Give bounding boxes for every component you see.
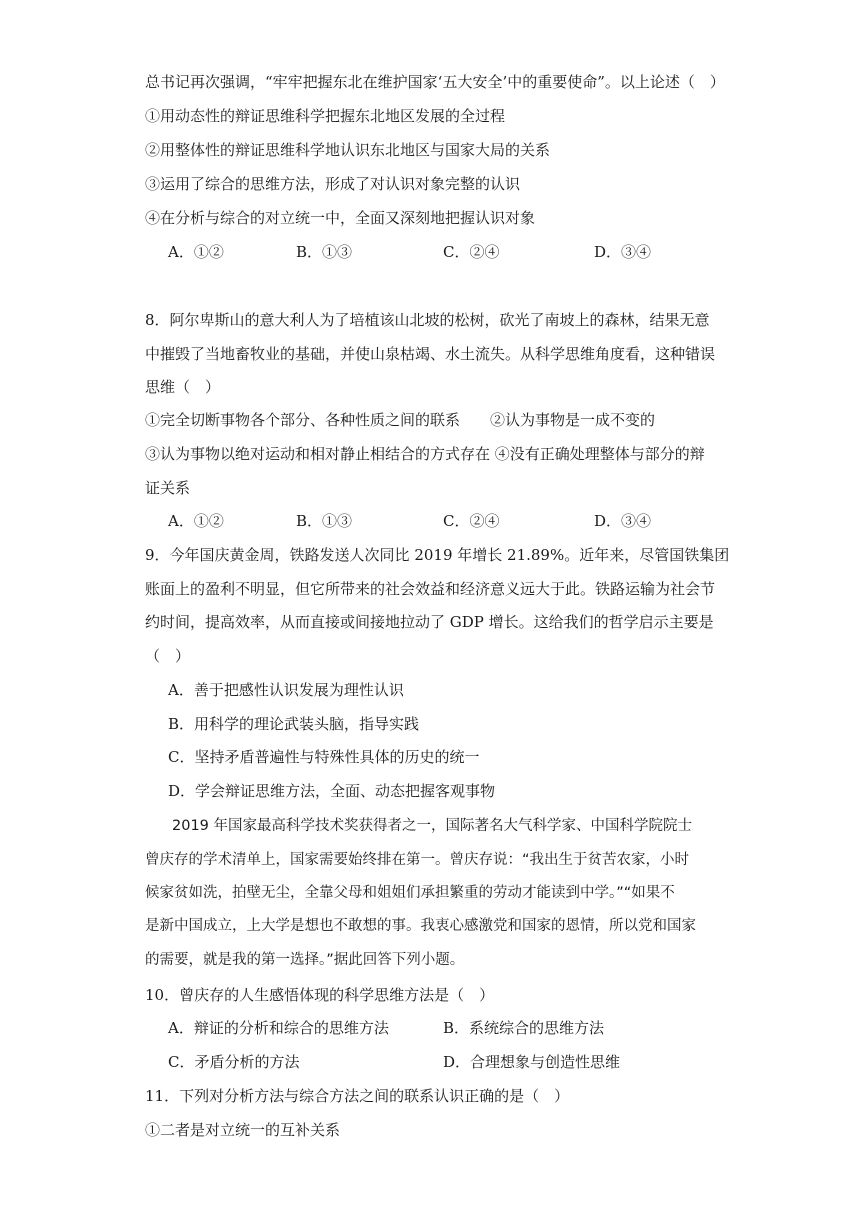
q8-item-3-4: ③认为事物以绝对运动和相对静止相结合的方式存在 ④没有正确处理整体与部分的辩	[145, 445, 705, 463]
q10-option-a: A．辩证的分析和综合的思维方法	[168, 1019, 389, 1037]
q7-option-d: D．③④	[594, 243, 652, 261]
q8-option-d: D．③④	[594, 512, 652, 530]
q10-option-d: D．合理想象与创造性思维	[443, 1053, 621, 1071]
q8-stem-line-2: 中摧毁了当地畜牧业的基础，并使山泉枯竭、水土流失。从科学思维角度看，这种错误	[145, 345, 716, 363]
q8-item-4-cont: 证关系	[145, 479, 191, 497]
material-line-5: 的需要，就是我的第一选择。”据此回答下列小题。	[145, 952, 465, 968]
q7-item-4: ④在分析与综合的对立统一中，全面又深刻地把握认识对象	[145, 209, 536, 227]
q10-option-b: B．系统综合的思维方法	[443, 1019, 605, 1037]
q8-option-c: C．②④	[443, 512, 500, 530]
q9-stem-line-4: （ ）	[145, 647, 191, 665]
q7-item-3: ③运用了综合的思维方法，形成了对认识对象完整的认识	[145, 175, 521, 193]
material-line-4: 是新中国成立，上大学是想也不敢想的事。我衷心感激党和国家的恩情，所以党和国家	[145, 918, 696, 934]
q9-option-b: B．用科学的理论武装头脑，指导实践	[168, 715, 420, 733]
q7-option-c: C．②④	[443, 243, 500, 261]
q7-item-1: ①用动态性的辩证思维科学把握东北地区发展的全过程	[145, 107, 506, 125]
material-line-3: 候家贫如洗，拍壁无尘，全靠父母和姐姐们承担繁重的劳动才能读到中学。”“如果不	[145, 885, 675, 901]
q7-option-a: A．①②	[168, 243, 224, 261]
q7-option-b: B．①③	[296, 243, 353, 261]
q8-option-a: A．①②	[168, 512, 224, 530]
q11-item-1: ①二者是对立统一的互补关系	[145, 1121, 341, 1139]
q9-stem-line-2: 账面上的盈利不明显，但它所带来的社会效益和经济意义远大于此。铁路运输为社会节	[145, 580, 716, 598]
material-line-1: 2019 年国家最高科学技术奖获得者之一，国际著名大气科学家、中国科学院院士	[172, 818, 693, 834]
q7-item-2: ②用整体性的辩证思维科学地认识东北地区与国家大局的关系	[145, 141, 551, 159]
q8-option-b: B．①③	[296, 512, 353, 530]
q8-item-1-2: ①完全切断事物各个部分、各种性质之间的联系 ②认为事物是一成不变的	[145, 411, 656, 429]
q8-stem-line-3: 思维（ ）	[145, 378, 221, 396]
q9-stem-line-1: 9．今年国庆黄金周，铁路发送人次同比 2019 年增长 21.89%。近年来，尽管国铁集团	[145, 546, 730, 564]
q9-stem-line-3: 约时间，提高效率，从而直接或间接地拉动了 GDP 增长。这给我们的哲学启示主要是	[145, 613, 714, 631]
q10-option-c: C．矛盾分析的方法	[168, 1053, 300, 1071]
q11-stem: 11．下列对分析方法与综合方法之间的联系认识正确的是（ ）	[145, 1087, 570, 1105]
q7-stem-tail: 总书记再次强调，“牢牢把握东北在维护国家‘五大安全’中的重要使命”。以上论述（ ）	[145, 73, 725, 91]
material-line-2: 曾庆存的学术清单上，国家需要始终排在第一。曾庆存说：“我出生于贫苦农家，小时	[145, 852, 690, 868]
q8-stem-line-1: 8．阿尔卑斯山的意大利人为了培植该山北坡的松树，砍光了南坡上的森林，结果无意	[145, 311, 710, 329]
q9-option-c: C．坚持矛盾普遍性与特殊性具体的历史的统一	[168, 748, 480, 766]
q9-option-a: A．善于把感性认识发展为理性认识	[168, 681, 404, 699]
q10-stem: 10．曾庆存的人生感悟体现的科学思维方法是（ ）	[145, 986, 495, 1004]
q9-option-d: D．学会辩证思维方法，全面、动态把握客观事物	[168, 782, 496, 800]
